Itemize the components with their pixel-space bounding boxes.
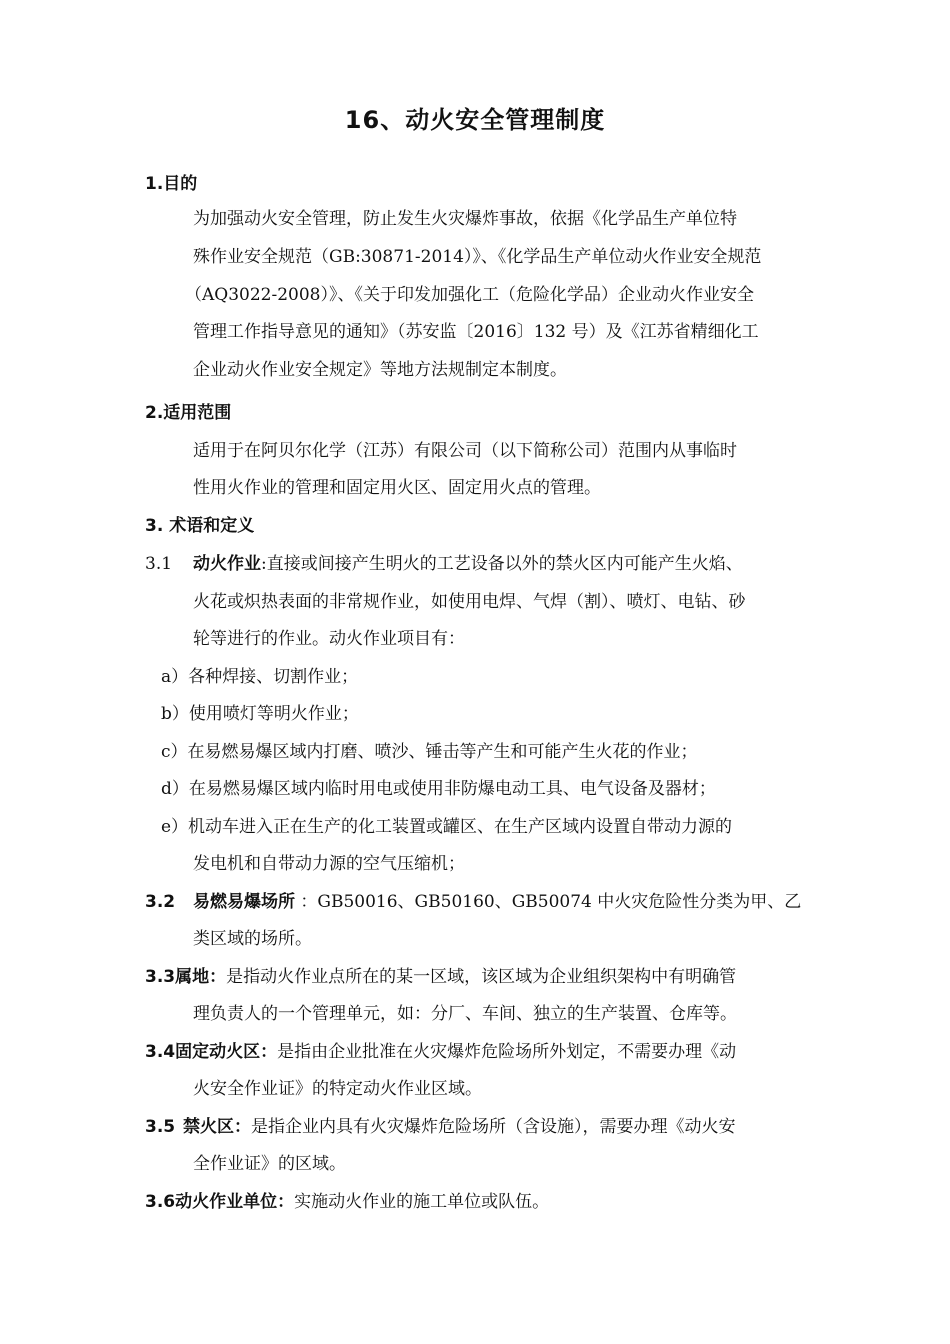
list-item: a）各种焊接、切割作业； — [161, 667, 359, 687]
definition-term: 动火作业单位： — [175, 1192, 295, 1212]
list-item: d）在易燃易爆区域内临时用电或使用非防爆电动工具、电气设备及器材； — [161, 779, 716, 799]
paragraph-line: 殊作业安全规范（GB:30871-2014）》、《化学品生产单位动火作业安全规范 — [193, 247, 762, 267]
definition-3-1 — [145, 553, 743, 575]
definition-text: ：GB50016、GB50160、GB50074 中火灾危险性分类为甲、乙 — [295, 892, 802, 912]
definition-text: :直接或间接产生明火的工艺设备以外的禁火区内可能产生火焰、 — [261, 554, 743, 574]
page-title: 16、动火安全管理制度 — [344, 106, 606, 134]
definition-3-2 — [145, 891, 801, 913]
section-2-heading: 2.适用范围 — [145, 403, 232, 423]
definition-number: 3.4 — [145, 1042, 176, 1062]
paragraph-line: 适用于在阿贝尔化学（江苏）有限公司（以下简称公司）范围内从事临时 — [193, 441, 737, 461]
definition-number: 3.5 — [145, 1117, 176, 1137]
section-1-heading: 1.目的 — [145, 174, 198, 194]
definition-number: 3.2 — [145, 892, 176, 912]
definition-term: 固定动火区： — [175, 1042, 278, 1062]
paragraph-line: 火花或炽热表面的非常规作业，如使用电焊、气焊（割）、喷灯、电钻、砂 — [193, 592, 746, 612]
definition-text: 是指企业内具有火灾爆炸危险场所（含设施），需要办理《动火安 — [251, 1117, 736, 1137]
paragraph-line: 类区域的场所。 — [193, 929, 312, 949]
list-item: e）机动车进入正在生产的化工装置或罐区、在生产区域内设置自带动力源的 — [161, 817, 733, 837]
list-item: b）使用喷灯等明火作业； — [161, 704, 359, 724]
paragraph-line: 企业动火作业安全规定》等地方法规制定本制度。 — [193, 360, 567, 380]
definition-term: 属地： — [175, 967, 227, 987]
definition-term: 动火作业 — [193, 554, 261, 574]
definition-3-3 — [145, 966, 736, 988]
paragraph-line: 火安全作业证》的特定动火作业区域。 — [193, 1079, 482, 1099]
definition-term: 禁火区： — [183, 1117, 251, 1137]
definition-number: 3.3 — [145, 967, 176, 987]
definition-term: 易燃易爆场所 — [193, 892, 295, 912]
definition-3-4 — [145, 1041, 736, 1063]
definition-3-5 — [145, 1116, 736, 1138]
paragraph-line: 轮等进行的作业。动火作业项目有： — [193, 629, 465, 649]
definition-text: 是指动火作业点所在的某一区域，该区域为企业组织架构中有明确管 — [226, 967, 737, 987]
paragraph-line: 全作业证》的区域。 — [193, 1154, 346, 1174]
paragraph-line: （AQ3022-2008）》、《关于印发加强化工（危险化学品）企业动火作业安全 — [185, 285, 754, 305]
definition-number: 3.1 — [145, 554, 173, 574]
list-item-continuation: 发电机和自带动力源的空气压缩机； — [193, 854, 465, 874]
definition-3-6 — [145, 1191, 549, 1213]
section-3-heading: 3. 术语和定义 — [145, 516, 255, 536]
paragraph-line: 性用火作业的管理和固定用火区、固定用火点的管理。 — [193, 478, 601, 498]
definition-text: 实施动火作业的施工单位或队伍。 — [294, 1192, 550, 1212]
definition-number: 3.6 — [145, 1192, 176, 1212]
paragraph-line: 为加强动火安全管理，防止发生火灾爆炸事故，依据《化学品生产单位特 — [193, 209, 737, 229]
paragraph-line: 管理工作指导意见的通知》（苏安监〔2016〕132 号）及《江苏省精细化工 — [193, 322, 759, 342]
definition-text: 是指由企业批准在火灾爆炸危险场所外划定，不需要办理《动 — [277, 1042, 737, 1062]
list-item: c）在易燃易爆区域内打磨、喷沙、锤击等产生和可能产生火花的作业； — [161, 742, 698, 762]
paragraph-line: 理负责人的一个管理单元，如：分厂、车间、独立的生产装置、仓库等。 — [193, 1004, 737, 1024]
